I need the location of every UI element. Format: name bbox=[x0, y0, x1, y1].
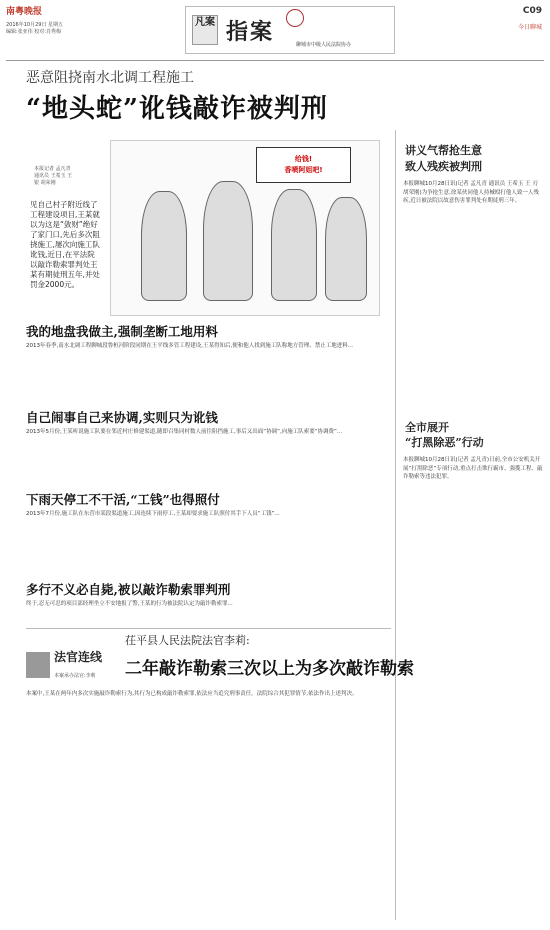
column-subtitle: 本案承办法官:李莉 bbox=[54, 673, 96, 679]
story2-text: 本报聊城10月28日讯(记者 孟凡青)日前,全市公安机关开展“打黑除恶”专项行动,重点打击欺行霸市、强揽工程、敲诈勒索等违法犯罪。 bbox=[403, 457, 543, 480]
header-divider bbox=[6, 60, 544, 61]
story1-title: 讲义气帮抢生意 致人残疾被判刑 bbox=[405, 144, 482, 173]
column-title: 法官连线 bbox=[54, 650, 103, 664]
banner-left: 凡案 bbox=[192, 15, 218, 45]
dateline: 2016年10月29日 星期五 编辑:张亚伟 校对:肖秀梅 bbox=[6, 22, 64, 35]
judge-column-box bbox=[26, 640, 116, 680]
page-number: C09 bbox=[522, 6, 542, 16]
section-2-title: 自己闹事自己来协调,实则只为讹钱 bbox=[26, 410, 218, 425]
figure-1 bbox=[141, 191, 187, 301]
masthead: 南粤晚报 bbox=[6, 7, 43, 17]
bottom-divider bbox=[26, 628, 391, 629]
column-banner bbox=[185, 6, 395, 54]
bottom-kicker: 茌平县人民法院法官李莉: bbox=[125, 634, 250, 647]
section-4-text: 终于,忍无可忍的项目部经理坐立不安地报了警,王某的行为被法院认定为敲诈勒索罪... bbox=[26, 601, 233, 607]
bottom-headline: 二年敲诈勒索三次以上为多次敲诈勒索 bbox=[125, 659, 414, 679]
headline: “地头蛇”讹钱敲诈被判刑 bbox=[26, 94, 328, 124]
story1-text: 本报聊城10月28日讯(记者 孟凡青 通讯员 王希玉 王 刃 胡荣刚)为争抢生意,徐某伙同他人持械殴打他人致一人残疾,近日被法院以故意伤害罪判处有期徒刑三年。 bbox=[403, 181, 539, 204]
seal-icon bbox=[286, 9, 304, 27]
figure-4 bbox=[325, 197, 367, 301]
section-1-title: 我的地盘我做主,强制垄断工地用料 bbox=[26, 324, 218, 339]
section-name: 今日聊城 bbox=[517, 24, 542, 31]
illustration bbox=[110, 140, 380, 316]
kicker: 恶意阻挠南水北调工程施工 bbox=[26, 70, 194, 86]
section-3-title: 下雨天停工不干活,“工钱”也得照付 bbox=[26, 492, 220, 507]
figure-3 bbox=[271, 189, 317, 301]
section-1-text: 2013年春季,南水北调工程聊城段鲁桓河阶段同期在王平线多管工程建设,王某得知后,便和他人找到施工队称地方管理、禁止工地进料... bbox=[26, 343, 353, 349]
banner-sub: 聊城市中级人民法院协办 bbox=[296, 42, 352, 48]
section-4-title: 多行不义必自毙,被以敲诈勒索罪判刑 bbox=[26, 582, 231, 597]
column-divider bbox=[395, 130, 396, 920]
lead-paragraph: 见自己村子附近线了工程建设项目,王某就以为这是“敛财”绝好了家门口,先后多次阻挠施工,屡次向施工队讹钱,近日,在平法院以敲诈勒索罪判处王某有期徒刑五年,并处罚金2000元。 bbox=[30, 200, 100, 289]
byline: 本报记者 孟凡青 通讯员 王希玉 王 银 胡荣刚 bbox=[34, 166, 73, 186]
section-2-text: 2013年5月份,王某听说施工队要在邻近村庄修建渠道,随即召集同村数人前往阻挡施工,事后又出面“协调”,向施工队索要“协调费”... bbox=[26, 429, 343, 435]
bottom-text: 本案中,王某在两年内多次实施敲诈勒索行为,其行为已构成敲诈勒索罪,依法应当追究刑事责任。法院综合其犯罪情节,依法作出上述判决。 bbox=[26, 691, 358, 697]
figure-2 bbox=[203, 181, 253, 301]
story2-title: 全市展开 “打黑除恶”行动 bbox=[405, 421, 484, 449]
section-3-text: 2013年7月份,施工队在东营市某段渠道施工,因连续下雨停工,王某却要求施工队照付其手下人员“工钱”... bbox=[26, 511, 280, 517]
judge-photo bbox=[26, 652, 50, 678]
speech-bubble: 给钱! 香喷阿姐吧! bbox=[256, 147, 351, 183]
banner-title: 指案 bbox=[226, 19, 275, 45]
